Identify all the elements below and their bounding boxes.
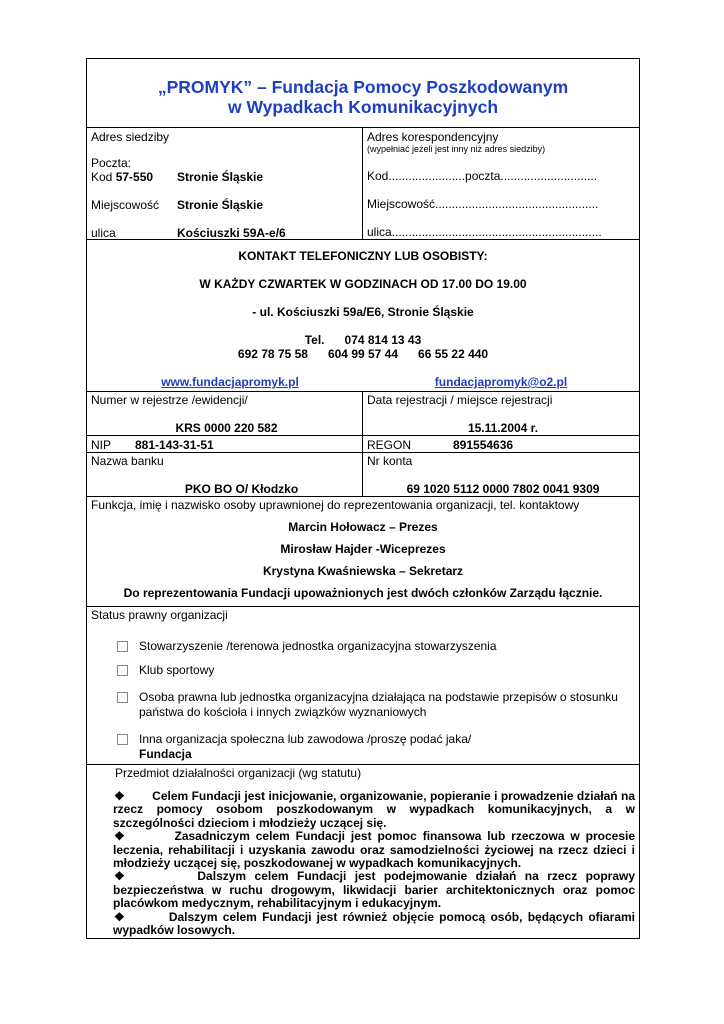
corr-ulica-field[interactable]: ulica...............................................................: [367, 225, 602, 239]
tel-label: Tel.: [304, 333, 325, 347]
checkbox-icon[interactable]: [117, 734, 128, 745]
activity-item-1-text: Celem Fundacji jest inicjowanie, organizowanie, popieranie i prowadzenie działań na rzecz pomocy osobom poszkodowanym w wypadkach komunikacyjnych, a w szczególności dzieciom i młodzieży uczącej się.: [113, 789, 636, 830]
kod-value: 57-550: [115, 170, 154, 184]
activity-list: [113, 790, 635, 937]
ulica-label: ulica: [91, 226, 116, 240]
bullet-icon: ❖: [114, 789, 125, 803]
registry-row: [87, 391, 639, 435]
nip-cell: [87, 436, 363, 452]
activity-item-3: [113, 870, 635, 910]
status-label: Status prawny organizacji: [91, 608, 228, 622]
registry-number-label: Numer w rejestrze /ewidencji/: [91, 393, 248, 407]
activity-item-4: [113, 911, 635, 938]
activity-label: Przedmiot działalności organizacji (wg statutu): [115, 766, 362, 780]
kod-city: Stronie Śląskie: [177, 170, 264, 184]
board-row: [87, 496, 639, 606]
bank-cell: [87, 453, 363, 496]
ulica-line: [91, 226, 362, 240]
status-option-2[interactable]: [91, 663, 635, 678]
poczta-label: Poczta:: [91, 156, 132, 170]
registry-date-value: 15.11.2004 r.: [467, 421, 539, 435]
activity-item-4-text: Dalszym celem Fundacji jest również objęcie pomocą osób, będących ofiarami wypadków losowych.: [113, 909, 636, 938]
regon-label: REGON: [367, 438, 412, 452]
status-option-1[interactable]: [91, 639, 635, 654]
kod-label: Kod: [91, 170, 113, 184]
correspondence-address: [363, 128, 639, 239]
board-label: Funkcja, imię i nazwisko osoby uprawnionej do reprezentowania organizacji, tel. kontaktowy: [91, 498, 580, 512]
account-cell: [363, 453, 639, 496]
board-note: Do reprezentowania Fundacji upoważnionych jest dwóch członków Zarządu łącznie.: [123, 586, 603, 600]
address-row: [87, 127, 639, 239]
activity-block: [87, 765, 639, 938]
registry-date-cell: [363, 392, 639, 435]
contact-header: KONTAKT TELEFONICZNY LUB OSOBISTY:: [238, 249, 488, 263]
activity-item-2: [113, 830, 635, 870]
checkbox-icon[interactable]: [117, 692, 128, 703]
regon-cell: [363, 436, 639, 452]
registry-number-cell: [87, 392, 363, 435]
board-member-1: Marcin Hołowacz – Prezes: [288, 520, 438, 534]
regon-value: 891554636: [453, 438, 514, 452]
nip-label: NIP: [91, 438, 112, 452]
bank-row: [87, 452, 639, 496]
status-option-2-label: Klub sportowy: [139, 663, 215, 677]
bank-label: Nazwa banku: [91, 454, 164, 468]
bullet-icon: ❖: [114, 829, 128, 844]
kod-line: [91, 170, 362, 184]
corr-address-label: Adres korespondencyjny: [367, 130, 499, 144]
corr-kod-field[interactable]: Kod.......................poczta.............................: [367, 169, 598, 183]
nip-row: [87, 435, 639, 452]
corr-address-note: (wypełniać jeżeli jest inny niż adres siedziby): [367, 144, 546, 154]
status-option-3-line-1: Osoba prawna lub jednostka organizacyjna działająca na podstawie przepisów o stosunku: [139, 690, 618, 704]
tel-value: 074 814 13 43: [344, 333, 422, 347]
nip-value: 881-143-31-51: [135, 438, 214, 452]
title-row: [87, 59, 639, 127]
corr-miejscowosc-field[interactable]: Miejscowość.................................................: [367, 197, 599, 211]
registry-number-value: KRS 0000 220 582: [175, 421, 278, 435]
status-option-1-label: Stowarzyszenie /terenowa jednostka organizacyjna stowarzyszenia: [139, 639, 497, 653]
bullet-icon: ❖: [114, 909, 127, 924]
seat-address: [87, 128, 363, 239]
checkbox-icon[interactable]: [117, 641, 128, 652]
contact-links: [87, 375, 639, 389]
title-line-2: w Wypadkach Komunikacyjnych: [227, 97, 499, 117]
contact-place: - ul. Kościuszki 59a/E6, Stronie Śląskie: [252, 305, 474, 319]
ulica-value: Kościuszki 59A-e/6: [177, 226, 286, 240]
bank-value: PKO BO O/ Kłodzko: [184, 482, 299, 496]
status-block: [87, 607, 639, 764]
account-label: Nr konta: [367, 454, 413, 468]
registry-date-label: Data rejestracji / miejsce rejestracji: [367, 393, 553, 407]
page-title: [87, 59, 639, 127]
board-member-2: Mirosław Hajder -Wiceprezes: [280, 542, 446, 556]
miejscowosc-label: Miejscowość: [91, 198, 160, 212]
contact-row: [87, 239, 639, 391]
bullet-icon: ❖: [114, 869, 130, 884]
board-member-3: Krystyna Kwaśniewska – Sekretarz: [262, 564, 464, 578]
contact-block: [87, 240, 639, 391]
activity-item-1: [113, 790, 635, 830]
contact-tel: [87, 333, 639, 347]
status-option-4-answer: Fundacja: [139, 747, 192, 761]
seat-address-label: Adres siedziby: [91, 130, 170, 144]
website-link[interactable]: www.fundacjapromyk.pl: [161, 375, 299, 389]
status-option-4[interactable]: [91, 732, 635, 762]
miejscowosc-value: Stronie Śląskie: [177, 198, 264, 212]
status-option-3-line-2: państwa do kościoła i innych związków wyznaniowych: [139, 705, 427, 719]
form-sheet: [86, 58, 640, 939]
contact-mobiles: 692 78 75 58 604 99 57 44 66 55 22 440: [237, 347, 489, 361]
checkbox-icon[interactable]: [117, 665, 128, 676]
contact-hours: W KAŻDY CZWARTEK W GODZINACH OD 17.00 DO 19.00: [199, 277, 527, 291]
status-row: [87, 606, 639, 764]
miejscowosc-line: [91, 198, 362, 212]
activity-item-2-text: Zasadniczym celem Fundacji jest pomoc finansowa lub rzeczowa w procesie leczenia, rehabilitacji i uzyskania zawodu oraz samodzielności życiowej na rzecz dzieci i młodzieży uczącej się, poszkodowanej w wypadkach komunikacyjnych.: [113, 829, 636, 871]
activity-item-3-text: Dalszym celem Fundacji jest podejmowanie działań na rzecz poprawy bezpieczeństwa w ruchu drogowym, likwidacji barier architektonicznych oraz pomoc placówkom medycznym, rehabilitacyjnym i edukacyjnym.: [113, 869, 636, 911]
title-line-1: „PROMYK” – Fundacja Pomocy Poszkodowanym: [157, 77, 569, 97]
account-value: 69 1020 5112 0000 7802 0041 9309: [406, 482, 600, 496]
activity-row: [87, 764, 639, 938]
status-option-3[interactable]: [91, 690, 635, 720]
email-link[interactable]: fundacjapromyk@o2.pl: [434, 375, 568, 389]
status-option-4-label: Inna organizacja społeczna lub zawodowa /proszę podać jaka/: [139, 732, 472, 746]
board-block: [87, 497, 639, 606]
